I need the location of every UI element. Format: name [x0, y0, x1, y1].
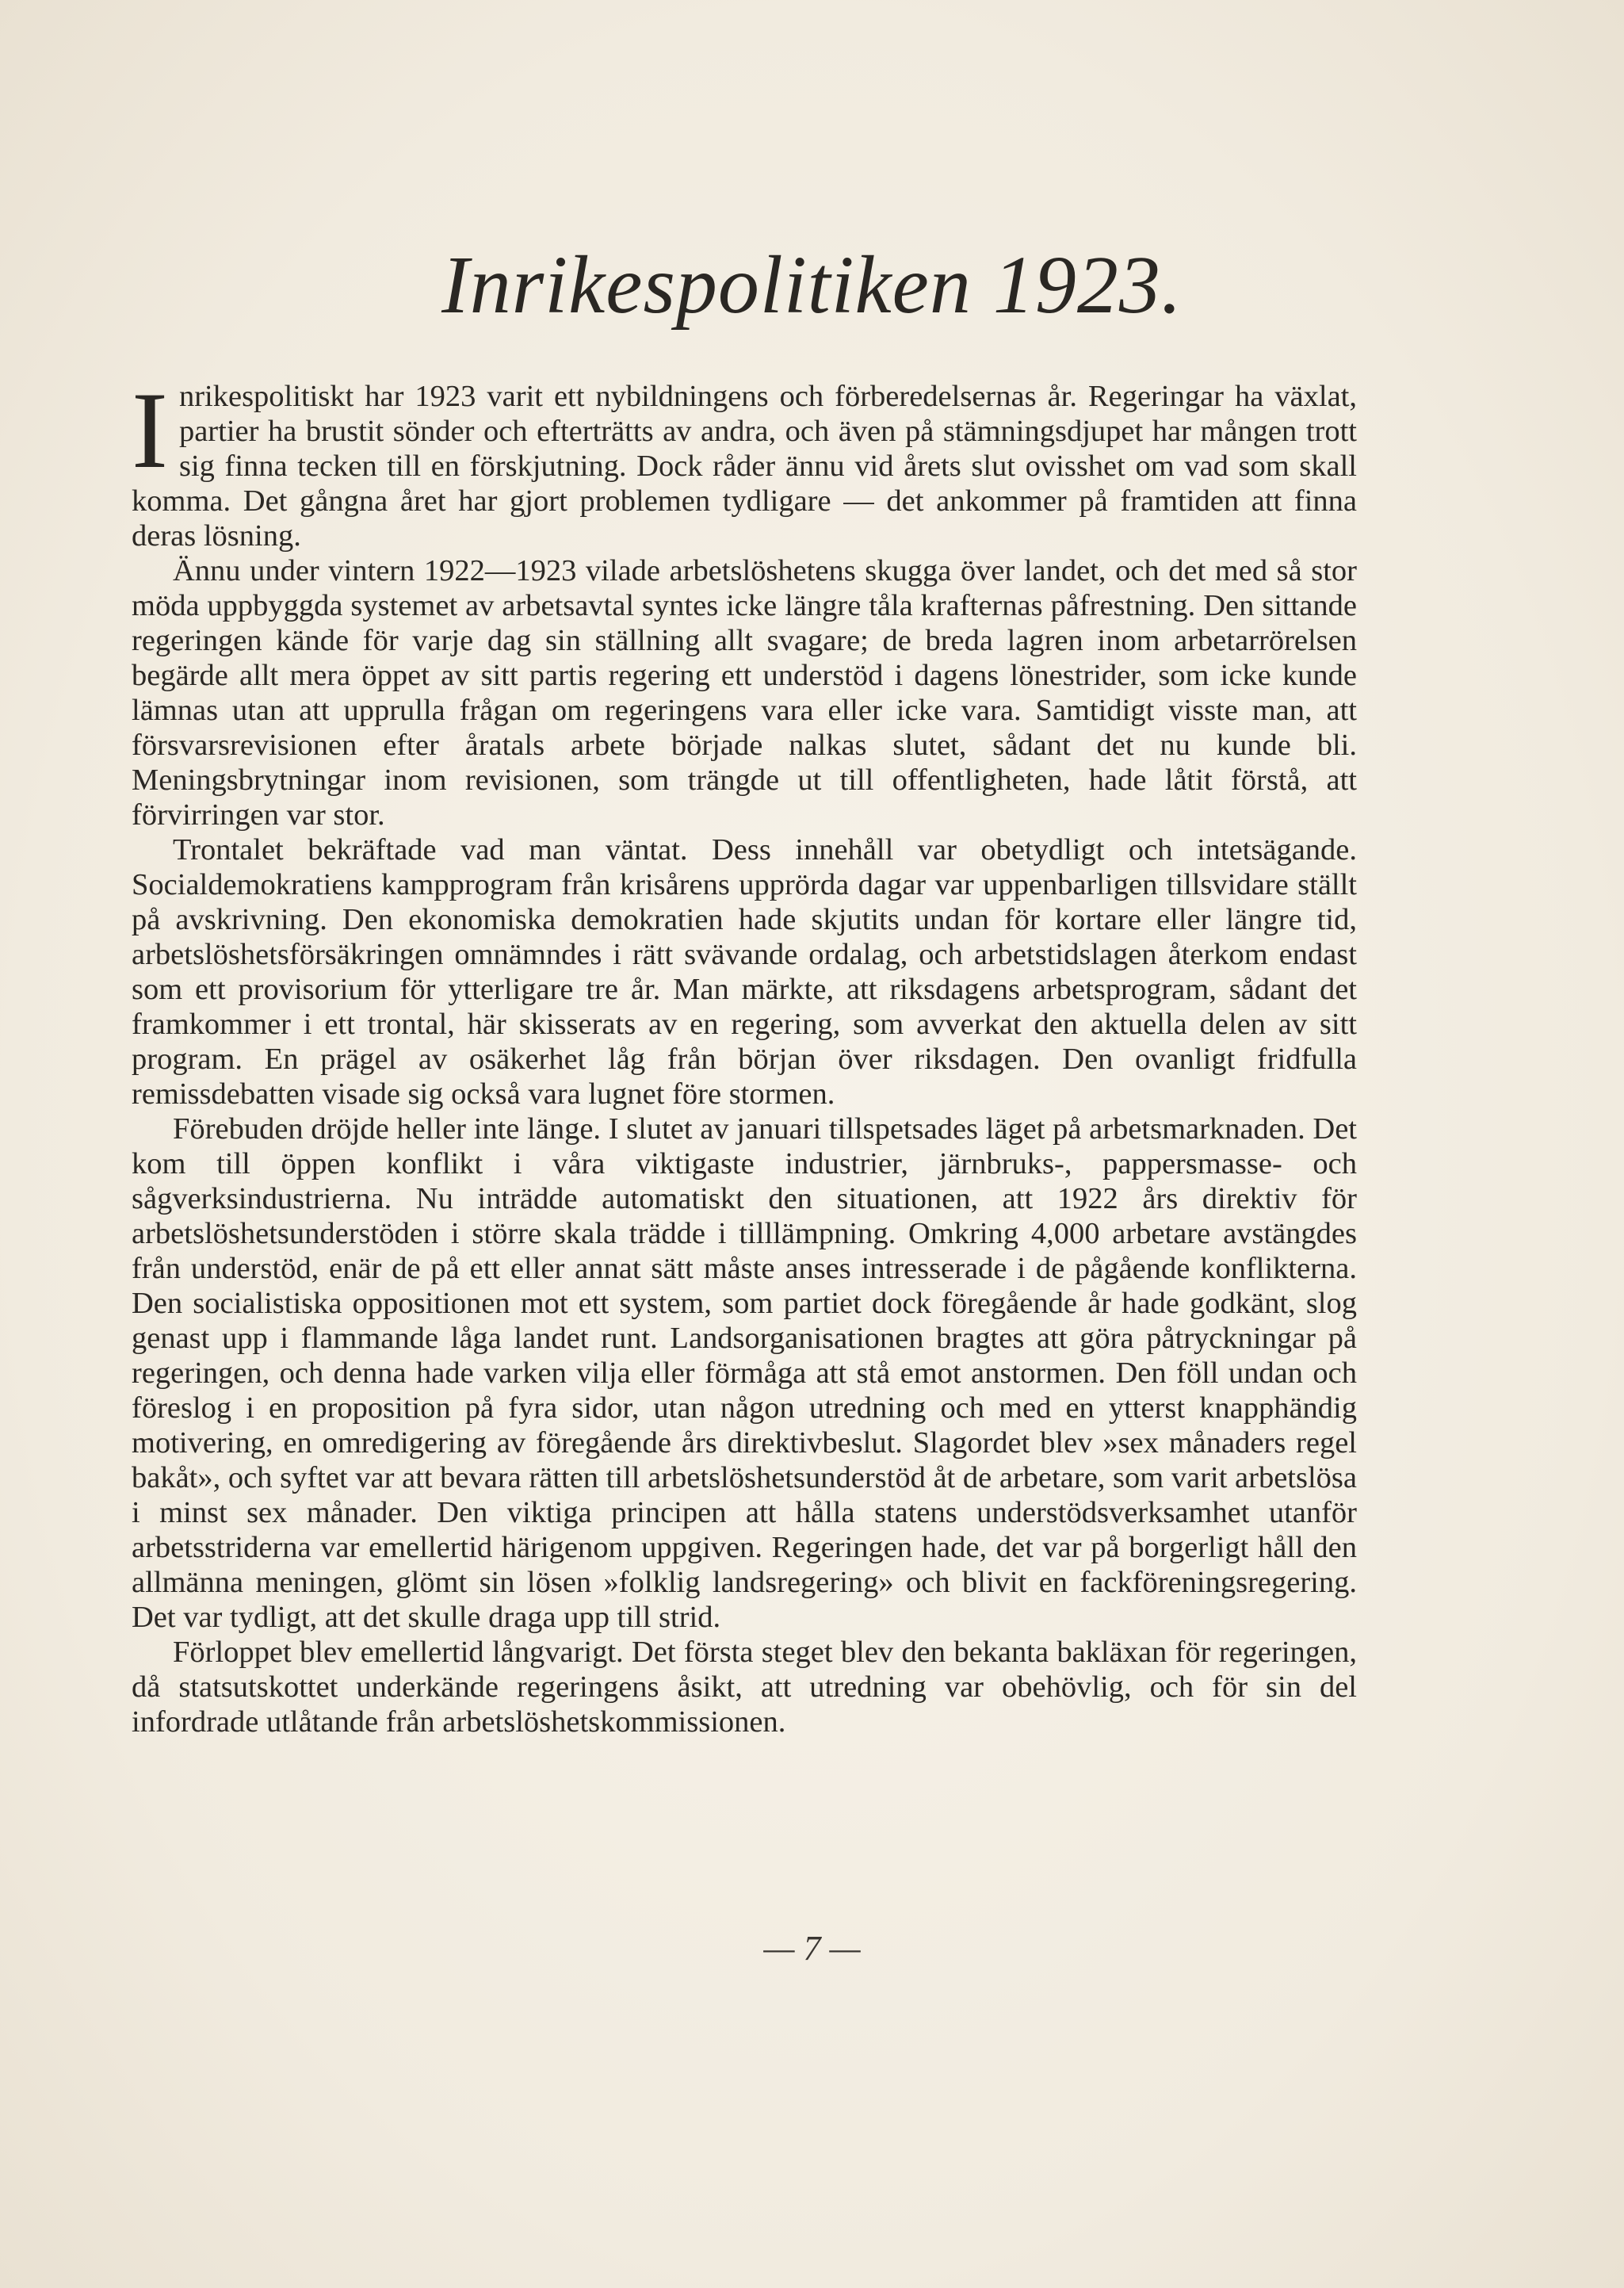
paragraph-2: Ännu under vintern 1922—1923 vilade arbetslöshetens skugga över landet, och det med så stor möda uppbyggda systemet av arbetsavtal syntes icke längre tåla krafternas påfrestning. Den sittande regeringen kände för varje dag sin ställning allt svagare; de breda lagren inom arbetarrörelsen begärde allt mera öppet av sitt partis regering ett understöd i dagens lönestrider, som icke kunde lämnas utan att upprulla frågan om regeringens vara eller icke vara. Samtidigt visste man, att försvarsrevisionen efter åratals arbete började nalkas slutet, sådant det nu kunde bli. Meningsbrytningar inom revisionen, som trängde ut till offentligheten, hade låtit förstå, att förvirringen var stor. — [132, 554, 1357, 832]
drop-cap: I — [132, 369, 168, 491]
paragraph-3: Trontalet bekräftade vad man väntat. Dess innehåll var obetydligt och intetsägande. Socialdemokratiens kampprogram från krisårens upprörda dagar var uppenbarligen tillsvidare ställt på avskrivning. Den ekonomiska demokratien hade skjutits undan för kortare eller längre tid, arbetslöshetsförsäkringen omnämndes i rätt svävande ordalag, och arbetstidslagen återkom endast som ett provisorium för ytterligare tre år. Man märkte, att riksdagens arbetsprogram, sådant det framkommer i ett trontal, här skisserats av en regering, som avverkat den aktuella delen av sitt program. En prägel av osäkerhet låg från början över riksdagen. Den ovanligt fridfulla remissdebatten visade sig också vara lugnet före stormen. — [132, 833, 1357, 1111]
page-title: Inrikespolitiken 1923. — [441, 239, 1183, 331]
paragraph-1 — [132, 369, 1357, 553]
article-body — [132, 369, 1357, 1739]
paragraph-1-text: nrikespolitiskt har 1923 varit ett nybildningens och förberedelsernas år. Regeringar ha växlat, partier ha brustit sönder och efterträtts av andra, och även på stämningsdjupet har mången trott sig finna tecken till en förskjutning. Dock råder ännu vid årets slut ovisshet om vad som skall komma. Det gångna året har gjort problemen tydligare — det ankommer på framtiden att finna deras lösning. — [132, 380, 1357, 553]
page-number: — 7 — — [763, 1929, 861, 1968]
paragraph-5: Förloppet blev emellertid långvarigt. Det första steget blev den bekanta bakläxan för regeringen, då statsutskottet underkände regeringens åsikt, att utredning var obehövlig, och för sin del infordrade utlåtande från arbetslöshetskommissionen. — [132, 1636, 1357, 1739]
paragraph-4: Förebuden dröjde heller inte länge. I slutet av januari tillspetsades läget på arbetsmarknaden. Det kom till öppen konflikt i våra viktigaste industrier, järnbruks-, pappersmasse- och sågverksindustrierna. Nu inträdde automatiskt den situationen, att 1922 års direktiv för arbetslöshetsunderstöden i större skala trädde i tilllämpning. Omkring 4,000 arbetare avstängdes från understöd, enär de på ett eller annat sätt måste anses intresserade i de pågående konflikterna. Den socialistiska oppositionen mot ett system, som partiet dock föregående år hade godkänt, slog genast upp i flammande låga landet runt. Landsorganisationen bragtes att göra påtryckningar på regeringen, och denna hade varken vilja eller förmåga att stå emot anstormen. Den föll undan och föreslog i en proposition på fyra sidor, utan någon utredning och med en ytterst knapphändig motivering, en omredigering av föregående års direktivbeslut. Slagordet blev »sex månaders regel bakåt», och syftet var att bevara rätten till arbetslöshetsunderstöd åt de arbetare, som varit arbetslösa i minst sex månader. Den viktiga principen att hålla statens understödsverksamhet utanför arbetsstriderna var emellertid härigenom uppgiven. Regeringen hade, det var på borgerligt håll den allmänna meningen, glömt sin lösen »folklig landsregering» och blivit en fackföreningsregering. Det var tydligt, att det skulle draga upp till strid. — [132, 1112, 1357, 1634]
